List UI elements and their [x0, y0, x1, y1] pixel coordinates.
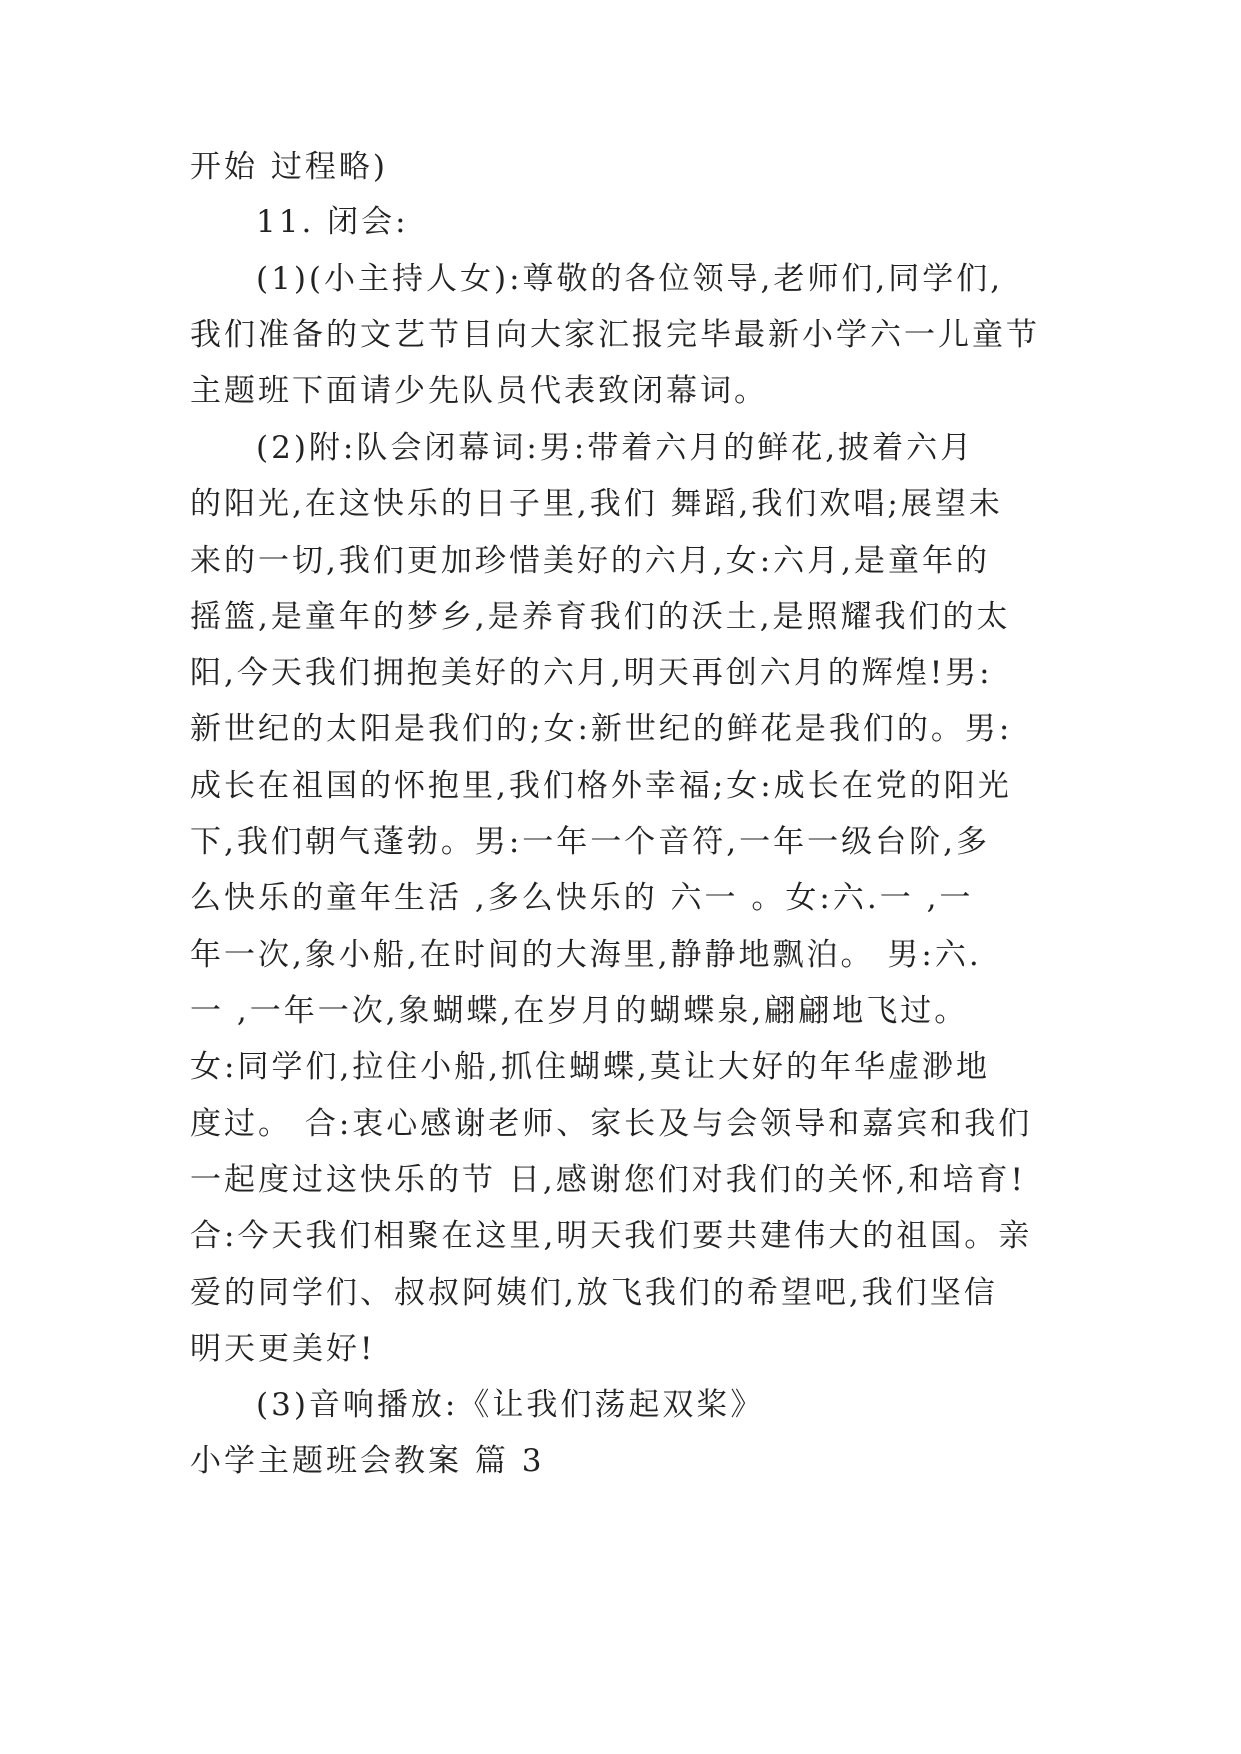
text-line: 开始 过程略) — [190, 149, 388, 185]
text-line: 年一次,象小船,在时间的大海里,静静地飘泊。 男:六. — [190, 937, 982, 973]
text-line: 下,我们朝气蓬勃。男:一年一个音符,一年一级台阶,多 — [190, 824, 991, 860]
text-line: 成长在祖国的怀抱里,我们格外幸福;女:成长在党的阳光 — [190, 768, 1012, 804]
text-line: (1)(小主持人女):尊敬的各位领导,老师们,同学们, — [256, 261, 1004, 297]
text-line: 女:同学们,拉住小船,抓住蝴蝶,莫让大好的年华虚渺地 — [190, 1049, 991, 1085]
text-line: 一起度过这快乐的节 日,感谢您们对我们的关怀,和培育! — [190, 1162, 1027, 1198]
text-line: (3)音响播放:《让我们荡起双桨》 — [256, 1387, 765, 1423]
text-line: 11. 闭会: — [256, 204, 409, 240]
text-line: 一 ,一年一次,象蝴蝶,在岁月的蝴蝶泉,翩翩地飞过。 — [190, 993, 969, 1029]
text-line: 么快乐的童年生活 ,多么快乐的 六一 。女:六.一 ,一 — [190, 880, 974, 916]
text-line: (2)附:队会闭幕词:男:带着六月的鲜花,披着六月 — [256, 430, 975, 466]
text-line: 明天更美好! — [190, 1331, 376, 1367]
text-line: 新世纪的太阳是我们的;女:新世纪的鲜花是我们的。男: — [190, 711, 1013, 747]
text-line: 摇篮,是童年的梦乡,是养育我们的沃土,是照耀我们的太 — [190, 599, 1011, 635]
text-line: 主题班下面请少先队员代表致闭幕词。 — [190, 373, 768, 409]
text-line: 阳,今天我们拥抱美好的六月,明天再创六月的辉煌!男: — [190, 655, 993, 691]
text-line: 来的一切,我们更加珍惜美好的六月,女:六月,是童年的 — [190, 543, 991, 579]
text-line: 的阳光,在这快乐的日子里,我们 舞蹈,我们欢唱;展望未 — [190, 486, 1003, 522]
text-line: 合:今天我们相聚在这里,明天我们要共建伟大的祖国。亲 — [190, 1218, 1033, 1254]
text-line: 我们准备的文艺节目向大家汇报完毕最新小学六一儿童节 — [190, 317, 1040, 353]
text-line: 爱的同学们、叔叔阿姨们,放飞我们的希望吧,我们坚信 — [190, 1275, 998, 1311]
section-heading: 小学主题班会教案 篇 3 — [190, 1443, 545, 1479]
text-line: 度过。 合:衷心感谢老师、家长及与会领导和嘉宾和我们 — [190, 1106, 1033, 1142]
